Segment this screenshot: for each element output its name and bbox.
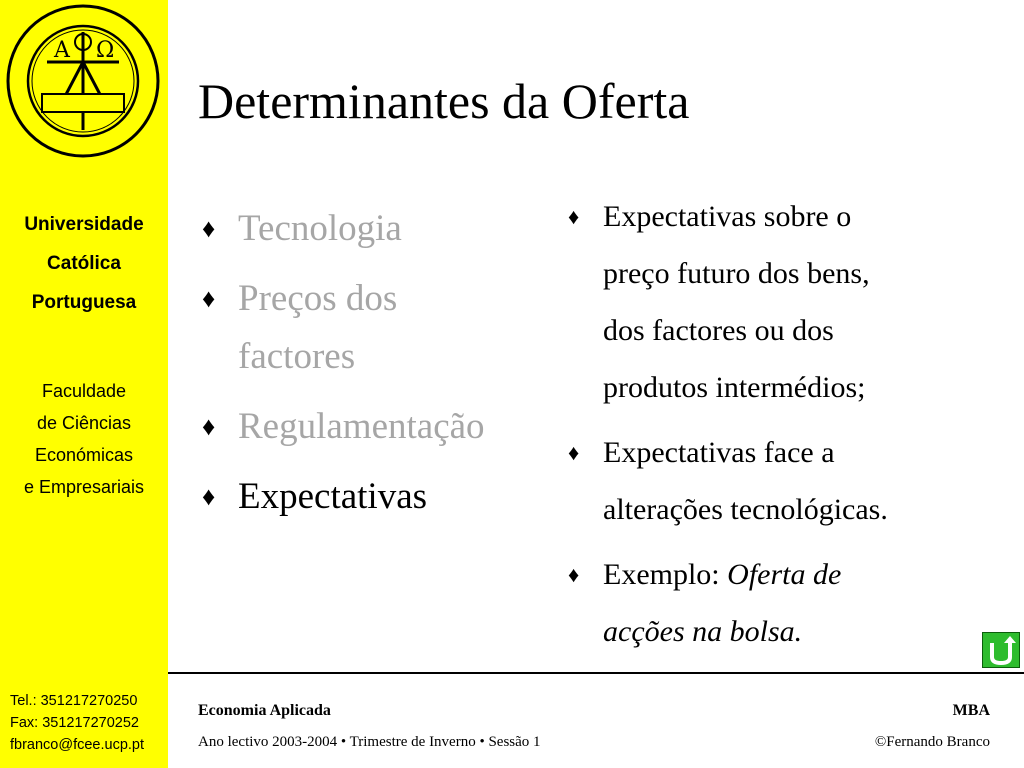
course-name: Economia Aplicada	[198, 702, 331, 719]
faculty-line: Económicas	[34, 445, 134, 465]
list-item: ♦ Tecnologia	[200, 200, 560, 258]
list-item: ♦ Preços dos	[200, 270, 560, 328]
sidebar	[0, 0, 168, 768]
diamond-bullet-icon: ♦	[202, 214, 216, 243]
faculty-line: de Ciências	[36, 413, 132, 433]
author-credit: ©Fernando Branco	[874, 734, 990, 750]
program-name: MBA	[952, 702, 990, 719]
left-bullet-list	[200, 200, 560, 538]
university-line: Universidade	[24, 214, 144, 235]
diamond-bullet-icon: ♦	[568, 440, 580, 465]
svg-text:A: A	[54, 38, 70, 63]
list-item: ♦ Expectativas sobre o preço futuro dos bens, dos factores ou dos produtos intermédios;	[566, 188, 1006, 416]
university-seal-icon	[2, 2, 164, 160]
diamond-bullet-icon: ♦	[202, 284, 216, 313]
phone-number: Tel.: 351217270250	[10, 693, 138, 709]
diamond-bullet-icon: ♦	[568, 562, 580, 587]
faculty-name	[0, 375, 168, 503]
return-arrow-icon	[983, 633, 1019, 667]
list-item: ♦ Regulamentação	[200, 398, 560, 456]
list-item-continuation: factores	[238, 336, 356, 377]
list-item: ♦ Expectativas face a alterações tecnológicas.	[566, 424, 1006, 538]
session-info: Ano lectivo 2003-2004 • Trimestre de Inverno • Sessão 1	[198, 734, 541, 750]
faculty-line: e Empresariais	[23, 477, 145, 497]
diamond-bullet-icon: ♦	[568, 204, 580, 229]
fax-number: Fax: 351217270252	[10, 715, 139, 731]
list-item-active: ♦ Expectativas	[200, 468, 560, 526]
list-item: ♦ Exemplo: Oferta de acções na bolsa.	[566, 546, 1006, 660]
svg-text:Ω: Ω	[96, 38, 115, 63]
contact-info	[10, 690, 144, 756]
email-address[interactable]: fbranco@fcee.ucp.pt	[10, 737, 145, 753]
university-name	[0, 205, 168, 322]
return-button[interactable]	[982, 632, 1020, 668]
university-line: Portuguesa	[31, 292, 137, 313]
slide-title: Determinantes da Oferta	[198, 73, 690, 129]
university-line: Católica	[47, 253, 121, 274]
right-bullet-list	[566, 188, 1006, 668]
diamond-bullet-icon: ♦	[202, 482, 216, 511]
footer-divider	[168, 672, 1024, 674]
faculty-line: Faculdade	[41, 381, 127, 401]
diamond-bullet-icon: ♦	[202, 412, 216, 441]
